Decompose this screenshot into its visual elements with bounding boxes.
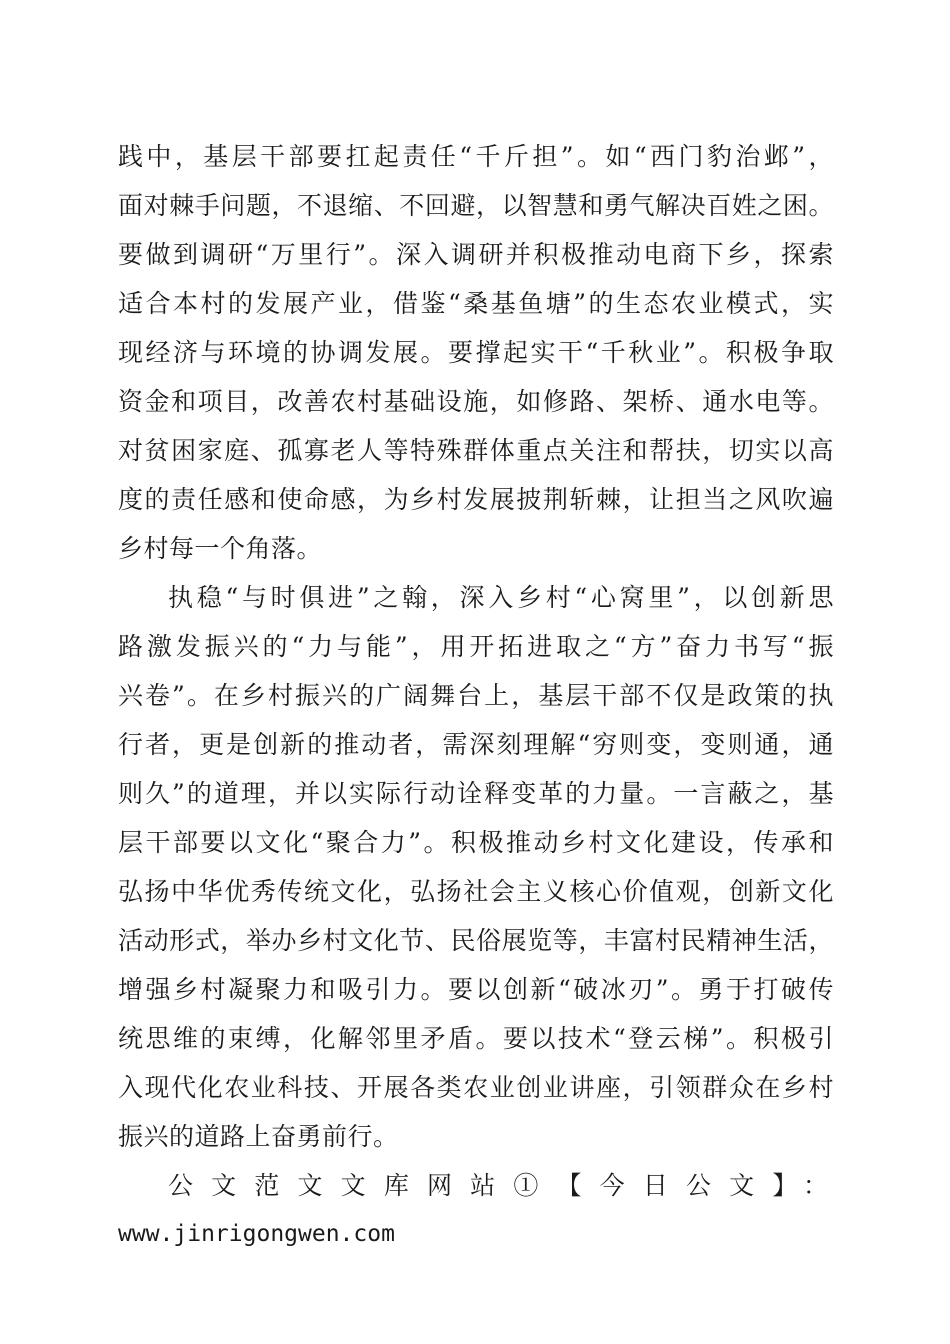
document-body — [118, 132, 834, 1259]
source-footer — [118, 1161, 834, 1259]
paragraph-line: 适合本村的发展产业，借鉴“桑基鱼塘”的生态农业模式，实 — [118, 289, 834, 318]
paragraph-line: 乡村每一个角落。 — [118, 534, 323, 563]
paragraph-line: 活动形式，举办乡村文化节、民俗展览等，丰富村民精神生活， — [118, 926, 834, 955]
paragraph-1 — [118, 132, 834, 573]
source-url: www.jinrigongwen.com — [118, 1221, 395, 1247]
paragraph-line: 则久”的道理，并以实际行动诠释变革的力量。一言蔽之，基 — [118, 779, 834, 808]
paragraph-line: 弘扬中华优秀传统文化，弘扬社会主义核心价值观，创新文化 — [118, 877, 834, 906]
paragraph-line: 统思维的束缚，化解邻里矛盾。要以技术“登云梯”。积极引 — [118, 1024, 834, 1053]
paragraph-line: 路激发振兴的“力与能”，用开拓进取之“方”奋力书写“振 — [118, 632, 834, 661]
paragraph-line: 执稳“与时俱进”之翰，深入乡村“心窝里”，以创新思 — [168, 583, 834, 612]
paragraph-2 — [118, 573, 834, 1161]
paragraph-line: 面对棘手问题，不退缩、不回避，以智慧和勇气解决百姓之困。 — [118, 191, 834, 220]
paragraph-line: 对贫困家庭、孤寡老人等特殊群体重点关注和帮扶，切实以高 — [118, 436, 834, 465]
paragraph-line: 兴卷”。在乡村振兴的广阔舞台上，基层干部不仅是政策的执 — [118, 681, 834, 710]
paragraph-line: 度的责任感和使命感，为乡村发展披荆斩棘，让担当之风吹遍 — [118, 485, 834, 514]
source-label: 公文范文文库网站①【今日公文】： — [168, 1171, 834, 1200]
paragraph-line: 行者，更是创新的推动者，需深刻理解“穷则变，变则通，通 — [118, 730, 834, 759]
paragraph-line: 要做到调研“万里行”。深入调研并积极推动电商下乡，探索 — [118, 240, 834, 269]
paragraph-line: 践中，基层干部要扛起责任“千斤担”。如“西门豹治邺”， — [118, 142, 834, 171]
paragraph-line: 资金和项目，改善农村基础设施，如修路、架桥、通水电等。 — [118, 387, 834, 416]
paragraph-line: 层干部要以文化“聚合力”。积极推动乡村文化建设，传承和 — [118, 828, 834, 857]
paragraph-line: 入现代化农业科技、开展各类农业创业讲座，引领群众在乡村 — [118, 1073, 834, 1102]
paragraph-line: 振兴的道路上奋勇前行。 — [118, 1122, 399, 1151]
paragraph-line: 现经济与环境的协调发展。要撑起实干“千秋业”。积极争取 — [118, 338, 834, 367]
paragraph-line: 增强乡村凝聚力和吸引力。要以创新“破冰刃”。勇于打破传 — [118, 975, 834, 1004]
